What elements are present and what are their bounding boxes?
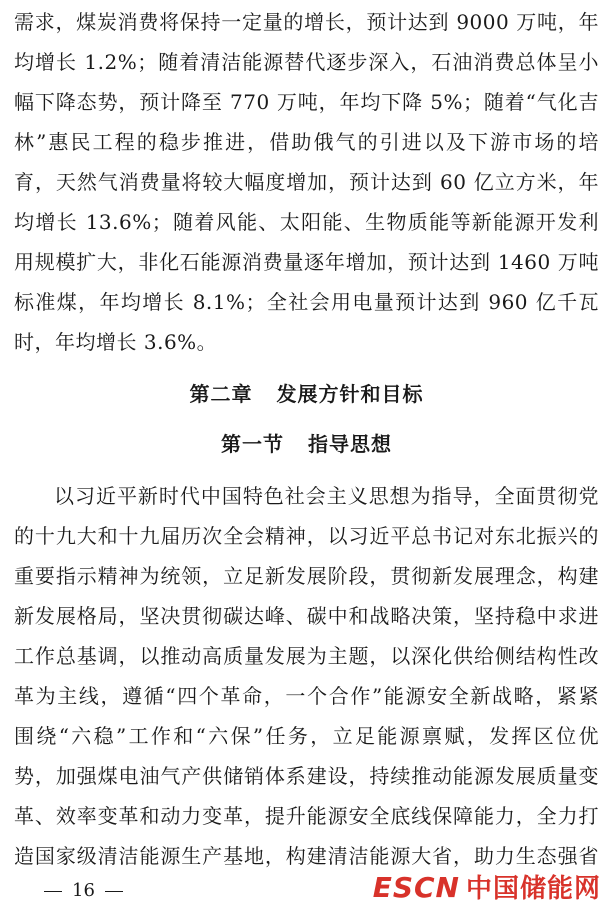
chapter-title: 发展方针和目标	[276, 382, 424, 406]
dash-left	[44, 891, 62, 892]
paragraph-line: 需求，煤炭消费将保持一定量的增长，预计达到 9000 万吨，年	[14, 10, 599, 34]
paragraph-line: 林”惠民工程的稳步推进，借助俄气的引进以及下游市场的培	[14, 130, 599, 154]
section-heading	[0, 424, 613, 464]
paragraph-line: 育，天然气消费量将较大幅度增加，预计达到 60 亿立方米，年	[14, 170, 599, 194]
section-title: 指导思想	[308, 432, 392, 456]
paragraph-line: 均增长 1.2%；随着清洁能源替代逐步深入，石油消费总体呈小	[14, 50, 599, 74]
page-number-footer	[34, 876, 133, 906]
paragraph-line: 时，年均增长 3.6%。	[14, 330, 218, 354]
dash-right	[105, 891, 123, 892]
section-number: 第一节	[221, 432, 284, 456]
watermark-chinese: 中国储能网	[465, 874, 601, 904]
paragraph-line: 势，加强煤电油气产供储销体系建设，持续推动能源发展质量变	[14, 764, 599, 788]
paragraph-line: 革为主线，遵循“四个革命，一个合作”能源安全新战略，紧紧	[14, 684, 599, 708]
paragraph-line: 幅下降态势，预计降至 770 万吨，年均下降 5%；随着“气化吉	[14, 90, 599, 114]
escn-watermark	[373, 868, 601, 908]
paragraph-line: 工作总基调，以推动高质量发展为主题，以深化供给侧结构性改	[14, 644, 599, 668]
watermark-latin: ESCN	[372, 871, 460, 904]
paragraph-line: 重要指示精神为统领，立足新发展阶段，贯彻新发展理念，构建	[14, 564, 599, 588]
paragraph-line: 围绕“六稳”工作和“六保”任务，立足能源禀赋，发挥区位优	[14, 724, 599, 748]
paragraph-line: 标准煤，年均增长 8.1%；全社会用电量预计达到 960 亿千瓦	[14, 290, 599, 314]
chapter-number: 第二章	[189, 382, 253, 406]
chapter-heading	[0, 374, 613, 414]
paragraph-line: 均增长 13.6%；随着风能、太阳能、生物质能等新能源开发利	[14, 210, 599, 234]
paragraph-line: 用规模扩大，非化石能源消费量逐年增加，预计达到 1460 万吨	[14, 250, 599, 274]
paragraph-line: 新发展格局，坚决贯彻碳达峰、碳中和战略决策，坚持稳中求进	[14, 604, 599, 628]
paragraph-line: 的十九大和十九届历次全会精神，以习近平总书记对东北振兴的	[14, 524, 599, 548]
paragraph-line: 以习近平新时代中国特色社会主义思想为指导，全面贯彻党	[54, 484, 599, 508]
paragraph-line: 革、效率变革和动力变革，提升能源安全底线保障能力，全力打	[14, 804, 599, 828]
page-number: 16	[72, 880, 95, 901]
paragraph-line: 造国家级清洁能源生产基地，构建清洁能源大省，助力生态强省	[14, 844, 599, 868]
